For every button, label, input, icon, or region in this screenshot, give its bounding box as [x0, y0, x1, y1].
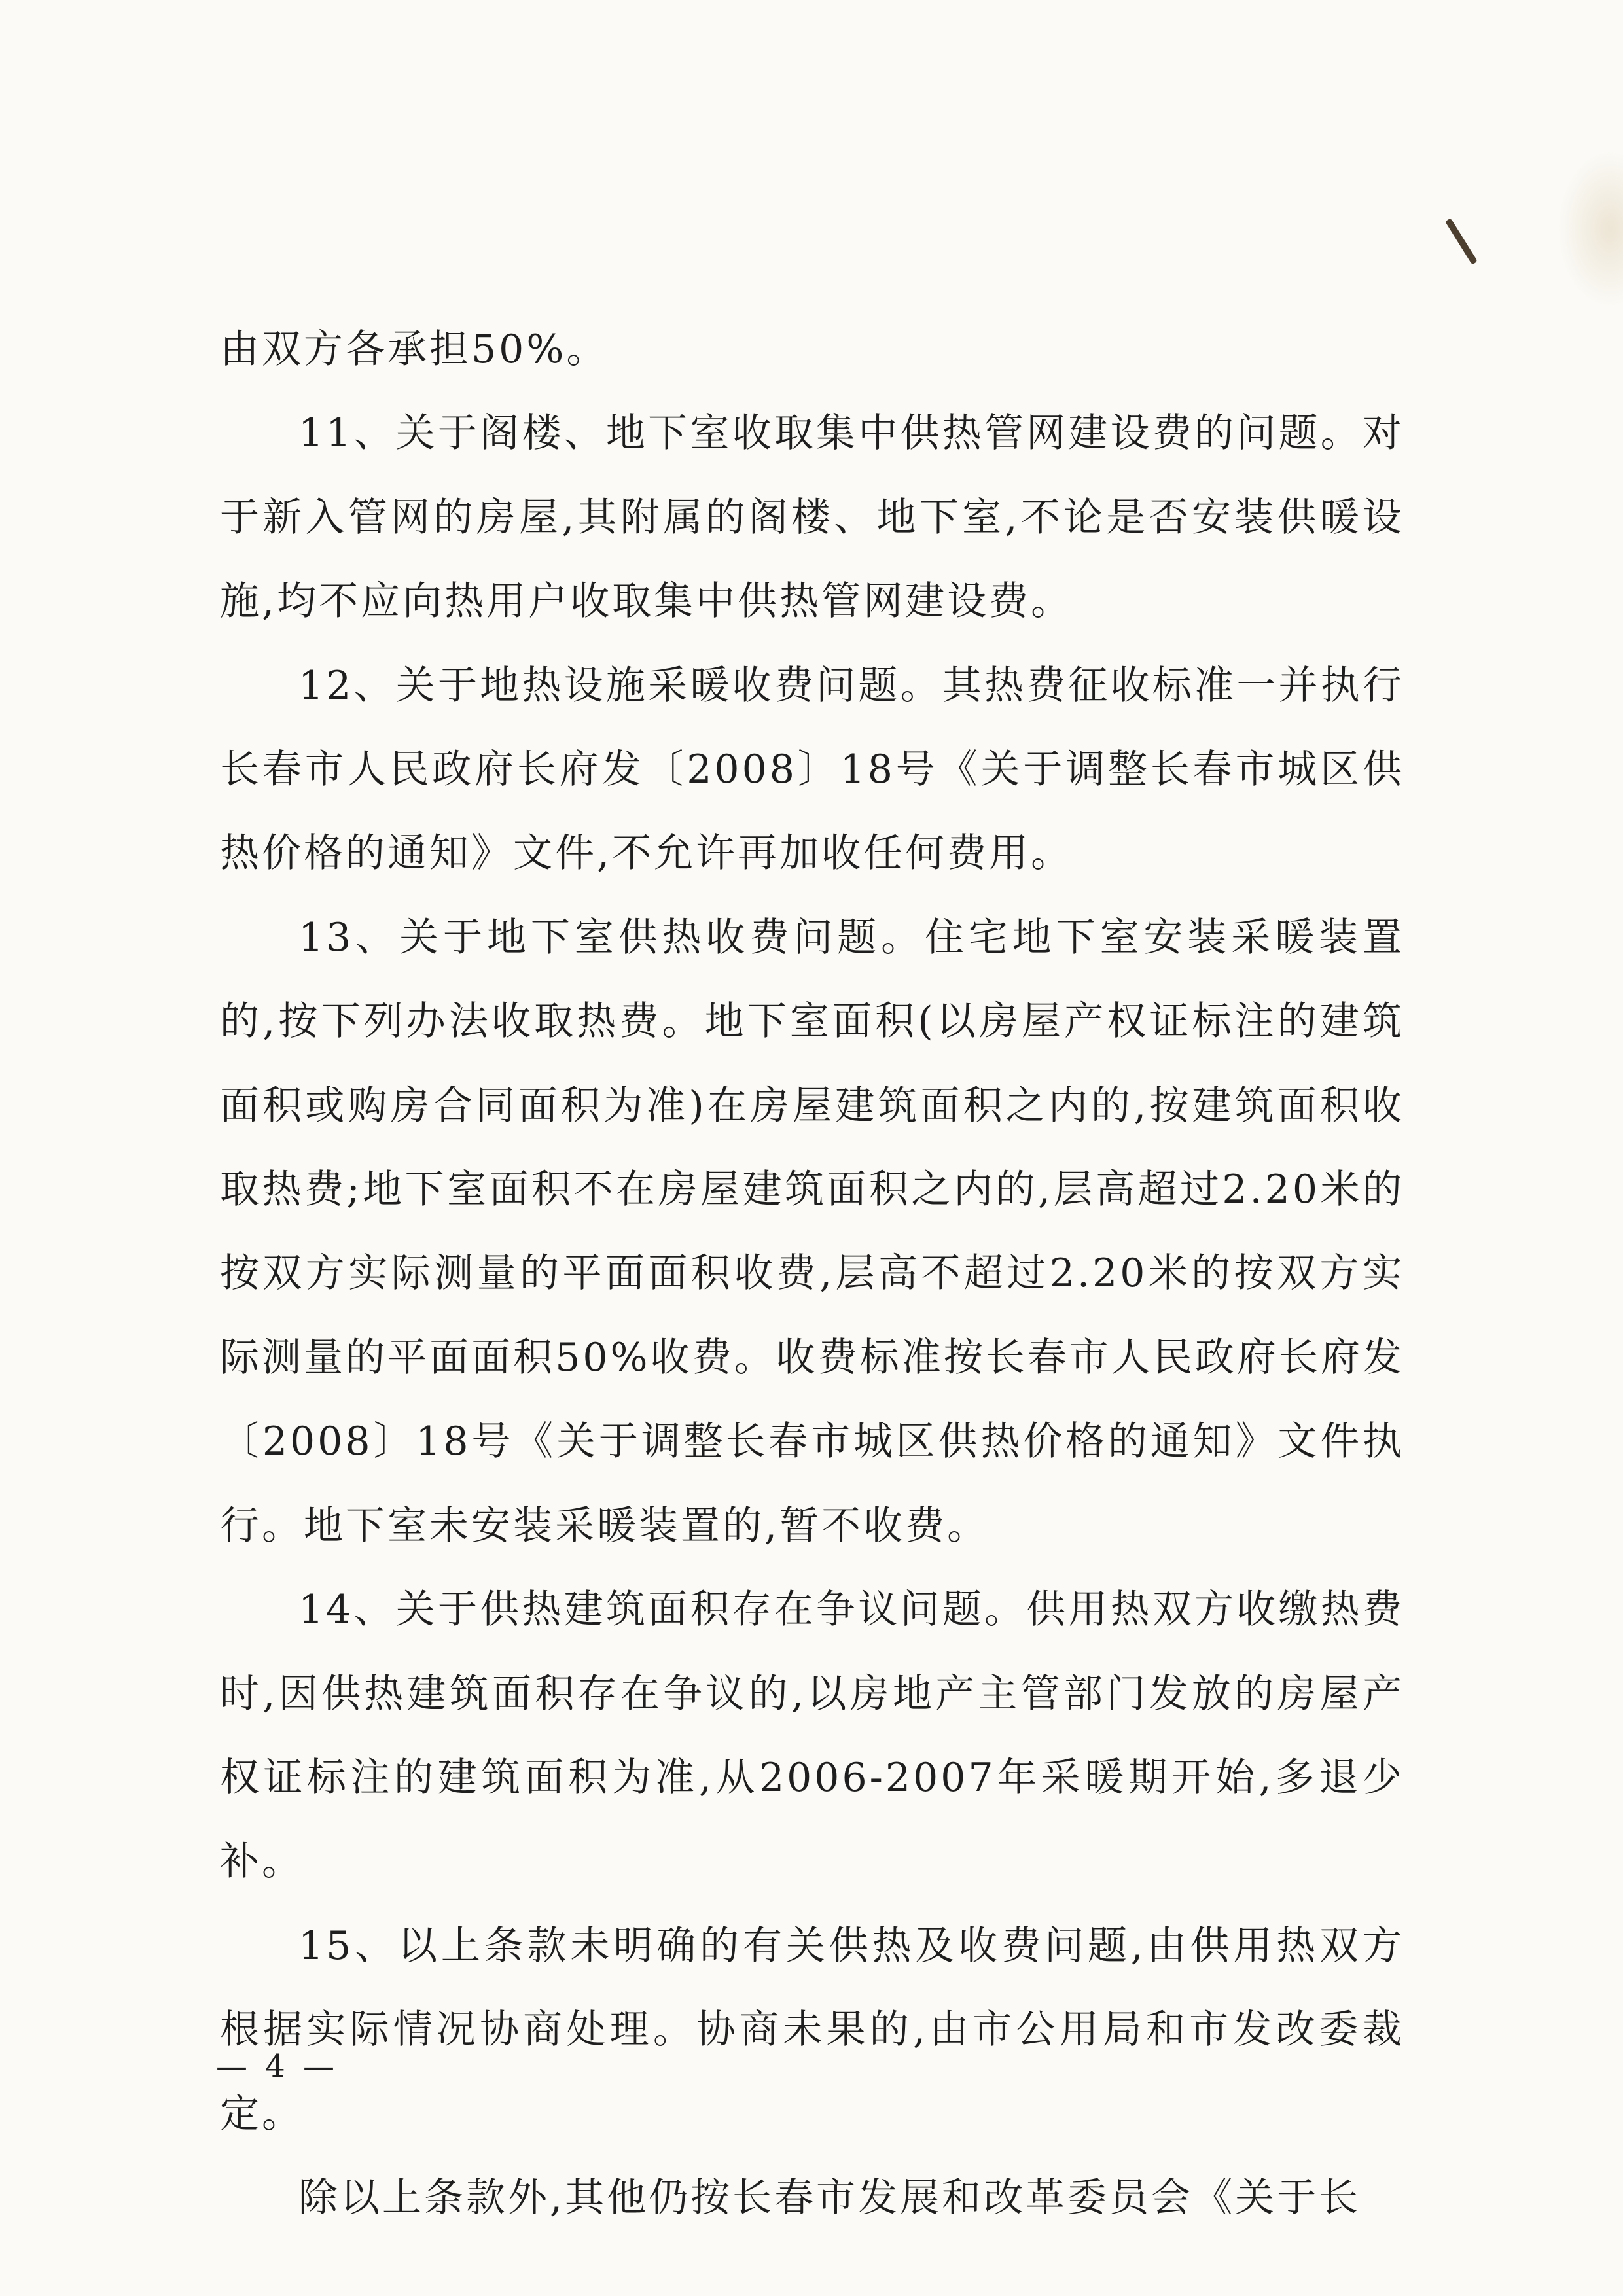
ink-mark [1445, 218, 1478, 264]
paragraph-item-11: 11、关于阁楼、地下室收取集中供热管网建设费的问题。对于新入管网的房屋,其附属的阁楼、地下室,不论是否安装供暖设施,均不应向热用户收取集中供热管网建设费。 [220, 410, 1404, 625]
document-body [220, 308, 1404, 2240]
paper-stain [1558, 150, 1623, 308]
paragraph-item-13: 13、关于地下室供热收费问题。住宅地下室安装采暖装置的,按下列办法收取热费。地下室面积(以房屋产权证标注的建筑面积或购房合同面积为准)在房屋建筑面积之内的,按建筑面积收取热费;地下室面积不在房屋建筑面积之内的,层高超过2.20米的按双方实际测量的平面面积收费,层高不超过2.20米的按双方实际测量的平面面积50%收费。收费标准按长春市人民政府长府发〔2008〕18号《关于调整长春市城区供热价格的通知》文件执行。地下室未安装采暖装置的,暂不收费。 [220, 914, 1404, 1549]
paragraph-final: 除以上条款外,其他仍按长春市发展和改革委员会《关于长 [298, 2174, 1361, 2221]
page-number: — 4 — [216, 2048, 339, 2085]
paragraph-item-15: 15、以上条款未明确的有关供热及收费问题,由供用热双方根据实际情况协商处理。协商未果的,由市公用局和市发改委裁定。 [220, 1922, 1404, 2137]
paragraph-item-14: 14、关于供热建筑面积存在争议问题。供用热双方收缴热费时,因供热建筑面积存在争议的,以房地产主管部门发放的房屋产权证标注的建筑面积为准,从2006-2007年采暖期开始,多退少补。 [220, 1587, 1404, 1885]
paragraph-item-12: 12、关于地热设施采暖收费问题。其热费征收标准一并执行长春市人民政府长府发〔2008〕18号《关于调整长春市城区供热价格的通知》文件,不允许再加收任何费用。 [220, 662, 1404, 877]
paragraph-continuation: 由双方各承担50%。 [220, 327, 609, 372]
